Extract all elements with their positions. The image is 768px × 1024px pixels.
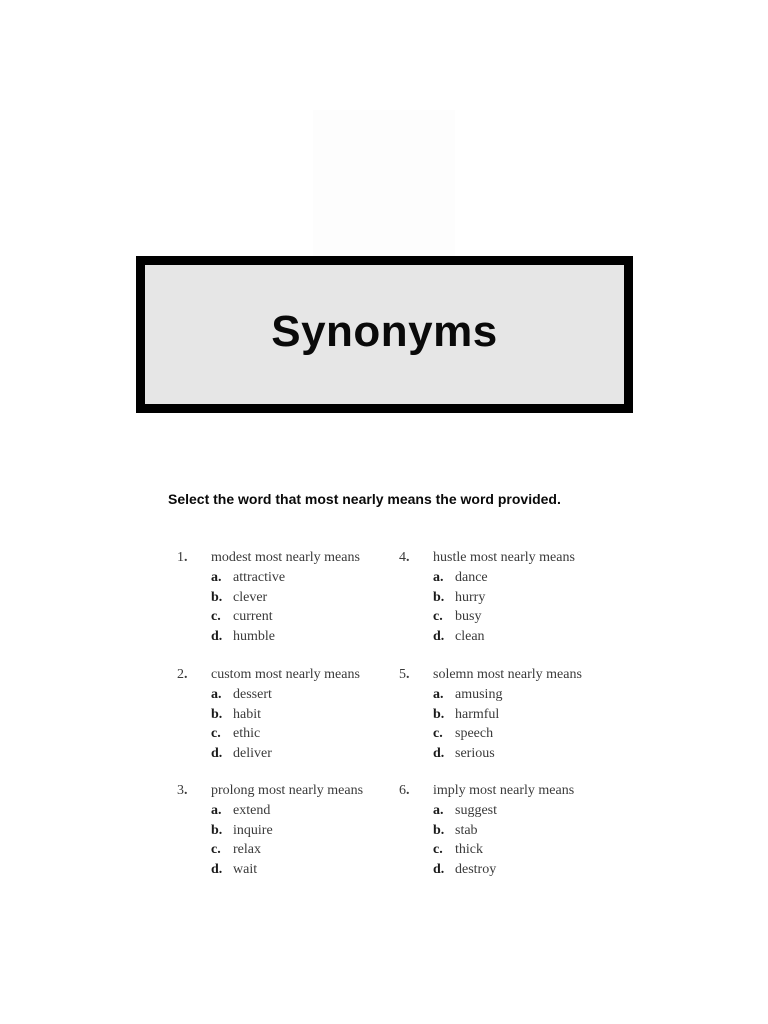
- option-c[interactable]: [399, 607, 614, 627]
- option-text: current: [233, 609, 273, 624]
- option-text: ethic: [233, 726, 261, 741]
- question-2: [177, 665, 392, 763]
- option-text: harmful: [455, 706, 500, 722]
- question-text: modest most nearly means: [211, 550, 360, 565]
- option-a[interactable]: [177, 568, 392, 588]
- option-b[interactable]: [177, 588, 392, 608]
- question-stem: [399, 665, 614, 685]
- option-letter: a.: [433, 687, 444, 702]
- option-text: destroy: [455, 861, 497, 877]
- question-stem: [177, 548, 392, 568]
- option-letter: d.: [211, 628, 223, 644]
- question-stem: [177, 781, 392, 801]
- option-letter: b.: [433, 822, 445, 838]
- option-d[interactable]: [399, 744, 614, 764]
- option-letter: a.: [211, 570, 222, 585]
- option-b[interactable]: [177, 821, 392, 841]
- option-c[interactable]: [177, 607, 392, 627]
- option-text: dessert: [233, 687, 272, 702]
- option-d[interactable]: [177, 744, 392, 764]
- question-number: 1.: [177, 550, 188, 565]
- question-number: 2.: [177, 667, 188, 682]
- option-a[interactable]: [177, 801, 392, 821]
- question-4: [399, 548, 614, 646]
- option-d[interactable]: [399, 627, 614, 647]
- option-text: deliver: [233, 745, 272, 761]
- option-letter: b.: [211, 706, 223, 722]
- option-letter: c.: [433, 726, 443, 741]
- option-text: thick: [455, 842, 483, 857]
- option-text: extend: [233, 803, 271, 818]
- question-5: [399, 665, 614, 763]
- option-text: inquire: [233, 822, 273, 838]
- title-box: [136, 256, 633, 413]
- option-letter: a.: [433, 570, 444, 585]
- question-text: imply most nearly means: [433, 783, 575, 798]
- option-letter: c.: [433, 609, 443, 624]
- option-b[interactable]: [399, 821, 614, 841]
- page-background-block: [313, 110, 455, 256]
- question-number: 4.: [399, 550, 410, 565]
- option-text: clean: [455, 628, 485, 644]
- page-title: Synonyms: [271, 306, 498, 356]
- option-d[interactable]: [177, 627, 392, 647]
- option-text: suggest: [455, 803, 497, 818]
- question-1: [177, 548, 392, 646]
- option-b[interactable]: [399, 588, 614, 608]
- option-text: amusing: [455, 687, 503, 702]
- question-stem: [399, 548, 614, 568]
- option-letter: c.: [433, 842, 443, 857]
- option-b[interactable]: [177, 705, 392, 725]
- option-letter: b.: [433, 589, 445, 605]
- question-number: 3.: [177, 783, 188, 798]
- option-text: hurry: [455, 589, 486, 605]
- option-b[interactable]: [399, 705, 614, 725]
- option-text: relax: [233, 842, 261, 857]
- option-text: busy: [455, 609, 482, 624]
- option-letter: a.: [211, 687, 222, 702]
- option-a[interactable]: [399, 685, 614, 705]
- option-a[interactable]: [399, 568, 614, 588]
- option-letter: c.: [211, 726, 221, 741]
- option-letter: d.: [211, 745, 223, 761]
- question-text: hustle most nearly means: [433, 550, 575, 565]
- option-letter: d.: [433, 861, 445, 877]
- question-stem: [177, 665, 392, 685]
- option-letter: a.: [211, 803, 222, 818]
- option-letter: b.: [433, 706, 445, 722]
- question-number: 6.: [399, 783, 410, 798]
- option-letter: d.: [433, 628, 445, 644]
- option-text: attractive: [233, 570, 286, 585]
- option-c[interactable]: [177, 724, 392, 744]
- option-d[interactable]: [399, 860, 614, 880]
- option-text: humble: [233, 628, 275, 644]
- option-c[interactable]: [177, 840, 392, 860]
- option-c[interactable]: [399, 724, 614, 744]
- question-text: solemn most nearly means: [433, 667, 582, 682]
- option-letter: d.: [211, 861, 223, 877]
- option-letter: b.: [211, 822, 223, 838]
- question-text: custom most nearly means: [211, 667, 360, 682]
- question-number: 5.: [399, 667, 410, 682]
- question-stem: [399, 781, 614, 801]
- question-3: [177, 781, 392, 879]
- option-c[interactable]: [399, 840, 614, 860]
- option-text: dance: [455, 570, 488, 585]
- option-text: habit: [233, 706, 261, 722]
- option-letter: a.: [433, 803, 444, 818]
- option-a[interactable]: [177, 685, 392, 705]
- option-text: stab: [455, 822, 478, 838]
- option-text: clever: [233, 589, 268, 605]
- question-text: prolong most nearly means: [211, 783, 364, 798]
- instructions-text: Select the word that most nearly means the word provided.: [168, 491, 561, 507]
- option-letter: c.: [211, 609, 221, 624]
- option-a[interactable]: [399, 801, 614, 821]
- option-text: serious: [455, 745, 495, 761]
- option-letter: b.: [211, 589, 223, 605]
- option-d[interactable]: [177, 860, 392, 880]
- option-letter: c.: [211, 842, 221, 857]
- option-text: wait: [233, 861, 258, 877]
- question-6: [399, 781, 614, 879]
- option-text: speech: [455, 726, 494, 741]
- option-letter: d.: [433, 745, 445, 761]
